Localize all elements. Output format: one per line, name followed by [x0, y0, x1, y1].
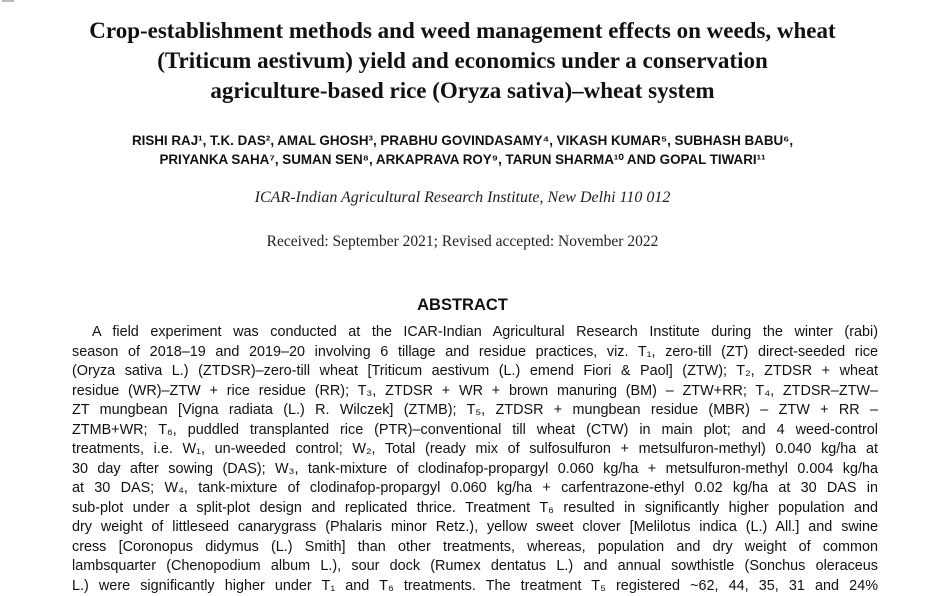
- abstract-line: dry weight of littleseed canarygrass (Phalaris minor Retz.), yellow sweet clover [Melilotus indica (L.) All.] and swine: [72, 518, 878, 538]
- abstract-line: 30 day after sowing (DAS); W₃, tank-mixture of clodinafop-propargyl 0.060 kg/ha + metsulfuron-methyl 0.004 kg/ha: [72, 460, 878, 480]
- abstract-line: cress [Coronopus didymus (L.) Smith] than other treatments, whereas, population and dry weight of common: [72, 538, 878, 558]
- abstract-line: A field experiment was conducted at the ICAR-Indian Agricultural Research Institute during the winter (rabi): [72, 323, 878, 343]
- author-list: [40, 131, 885, 169]
- abstract-line: season of 2018–19 and 2019–20 involving 6 tillage and residue practices, viz. T₁, zero-till (ZT) direct-seeded rice: [72, 343, 878, 363]
- abstract-line: (Oryza sativa L.) (ZTDSR)–zero-till wheat [Triticum aestivum (L.) emend Fiori & Paol] (ZTW); T₂, ZTDSR + wheat: [72, 362, 878, 382]
- title-line-3: agriculture-based rice (Oryza sativa)–wheat system: [30, 76, 895, 106]
- abstract-heading: ABSTRACT: [0, 296, 925, 315]
- abstract-body: [72, 323, 878, 596]
- paper-title: [30, 16, 895, 106]
- affiliation: ICAR-Indian Agricultural Research Institute, New Delhi 110 012: [0, 189, 925, 207]
- authors-line-2: PRIYANKA SAHA⁷, SUMAN SEN⁸, ARKAPRAVA ROY⁹, TARUN SHARMA¹⁰ AND GOPAL TIWARI¹¹: [40, 150, 885, 169]
- scan-artifact: [2, 0, 14, 2]
- title-line-2: (Triticum aestivum) yield and economics under a conservation: [30, 46, 895, 76]
- abstract-line: residue (WR)–ZTW + rice residue (RR); T₃, ZTDSR + WR + brown manuring (BM) – ZTW+RR; T₄, ZTDSR–ZTW–: [72, 382, 878, 402]
- abstract-line: at 30 DAS; W₄, tank-mixture of clodinafop-propargyl 0.060 kg/ha + carfentrazone-ethyl 0.02 kg/ha at 30 DAS in: [72, 479, 878, 499]
- authors-line-1: RISHI RAJ¹, T.K. DAS², AMAL GHOSH³, PRABHU GOVINDASAMY⁴, VIKASH KUMAR⁵, SUBHASH BABU⁶,: [40, 131, 885, 150]
- abstract-line: treatments, i.e. W₁, un-weeded control; W₂, Total (ready mix of sulfosulfuron + metsulfuron-methyl) 0.040 kg/ha at: [72, 440, 878, 460]
- abstract-line: ZTMB+WR; T₆, puddled transplanted rice (PTR)–conventional till wheat (CTW) in main plot; and 4 weed-control: [72, 421, 878, 441]
- abstract-line: ZT mungbean [Vigna radiata (L.) R. Wilczek] (ZTMB); T₅, ZTDSR + mungbean residue (MBR) – ZTW + RR –: [72, 401, 878, 421]
- abstract-line: lambsquarter (Chenopodium album L.), sour dock (Rumex dentatus L.) and annual sowthistle (Sonchus oleraceus: [72, 557, 878, 577]
- abstract-line: sub-plot under a split-plot design and replicated thrice. Treatment T₆ resulted in significantly higher population and: [72, 499, 878, 519]
- title-line-1: Crop-establishment methods and weed management effects on weeds, wheat: [30, 16, 895, 46]
- abstract-line: L.) were significantly higher under T₁ and T₆ treatments. The treatment T₅ registered ~62, 44, 35, 31 and 24%: [72, 577, 878, 596]
- received-dates: Received: September 2021; Revised accepted: November 2022: [0, 233, 925, 251]
